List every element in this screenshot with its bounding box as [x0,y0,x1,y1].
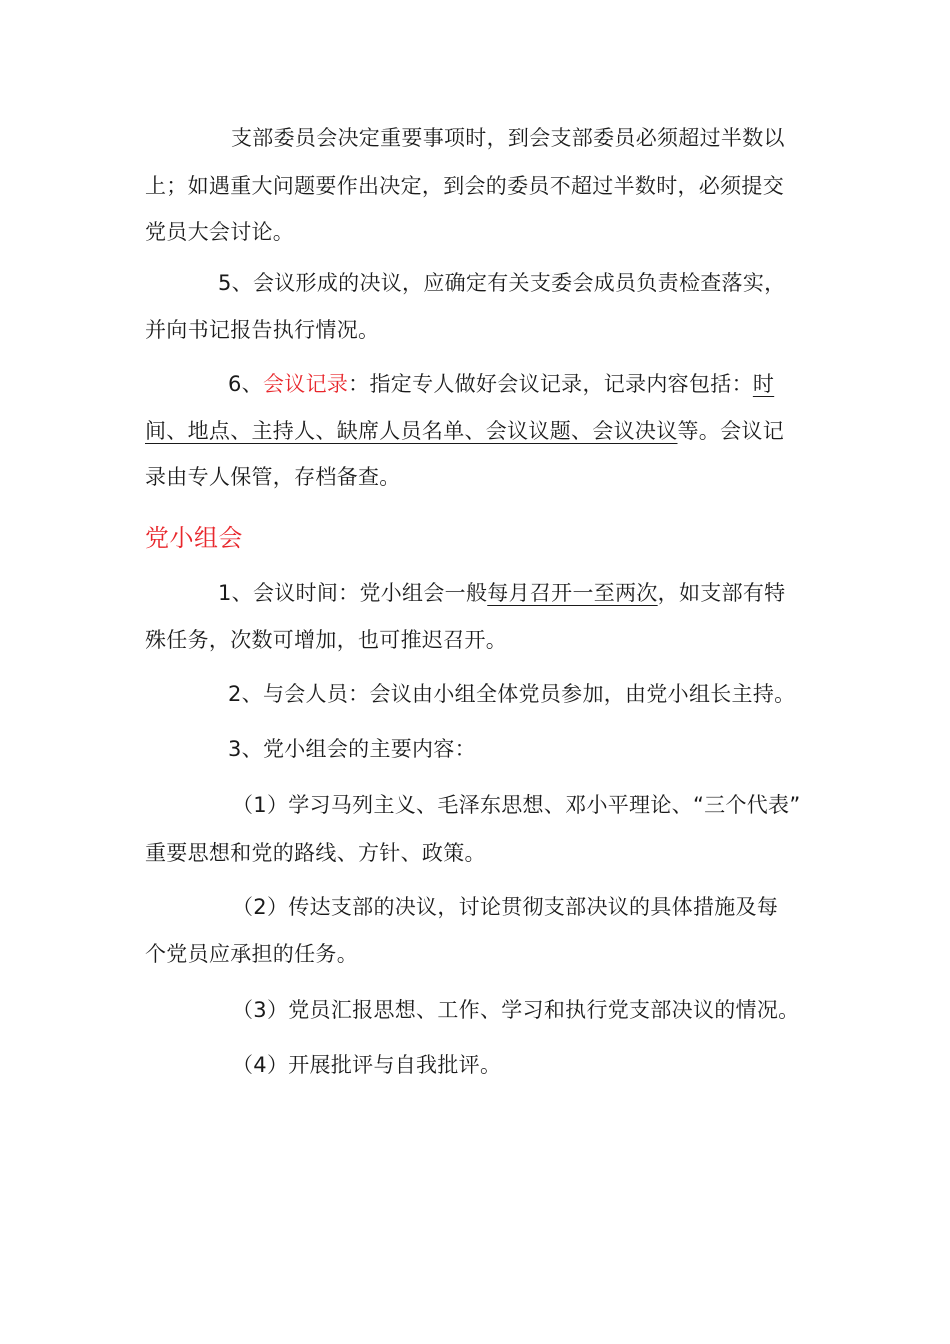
text: （1）学习马列主义、毛泽东思想、邓小平理论、“三个代表” [232,793,801,817]
text: 支部委员会决定重要事项时，到会支部委员必须超过半数以 [231,126,785,150]
text: 录由专人保管，存档备查。 [145,465,401,489]
paragraph-line [145,217,294,247]
paragraph-line [145,315,379,345]
paragraph-line [232,892,778,922]
text: 个党员应承担的任务。 [145,942,358,966]
text: 1、会议时间：党小组会一般 [218,581,488,605]
paragraph-line [145,416,784,446]
paragraph-line [232,790,801,820]
paragraph-line [228,679,795,709]
text: （4）开展批评与自我批评。 [232,1053,502,1077]
paragraph-line [231,123,785,153]
paragraph-line [232,995,799,1025]
text: 5、会议形成的决议，应确定有关支委会成员负责检查落实， [218,271,786,295]
text: 2、与会人员：会议由小组全体党员参加，由党小组长主持。 [228,682,796,706]
paragraph-line [218,268,785,298]
paragraph-line [232,1050,501,1080]
paragraph-line [145,171,784,201]
paragraph-line [145,939,358,969]
text: 上；如遇重大问题要作出决定，到会的委员不超过半数时，必须提交 [145,174,784,198]
paragraph-line [145,625,507,655]
item-number: 6、 [228,372,263,396]
text: 重要思想和党的路线、方针、政策。 [145,841,486,865]
text: ，如支部有特 [657,581,786,605]
text: 3、党小组会的主要内容： [228,737,476,761]
underlined-text: 每月召开一至两次 [487,581,658,605]
paragraph-line [145,462,401,492]
text: （3）党员汇报思想、工作、学习和执行党支部决议的情况。 [232,998,800,1022]
underlined-text: 间、地点、主持人、缺席人员名单、会议议题、会议决议 [145,419,678,443]
text: 殊任务，次数可增加，也可推迟召开。 [145,628,508,652]
paragraph-line [145,838,486,868]
text: 并向书记报告执行情况。 [145,318,380,342]
text: 党员大会讨论。 [145,220,295,244]
underlined-text: 时 [752,372,775,396]
text: （2）传达支部的决议，讨论贯彻支部决议的具体措施及每 [232,895,779,919]
section-heading: 党小组会 [145,524,243,552]
paragraph-line [228,734,476,764]
meeting-record-term: 会议记录 [262,372,349,396]
paragraph-line [218,578,785,608]
text: 等。会议记 [677,419,784,443]
paragraph-line [228,369,774,399]
text: ：指定专人做好会议记录，记录内容包括： [348,372,753,396]
